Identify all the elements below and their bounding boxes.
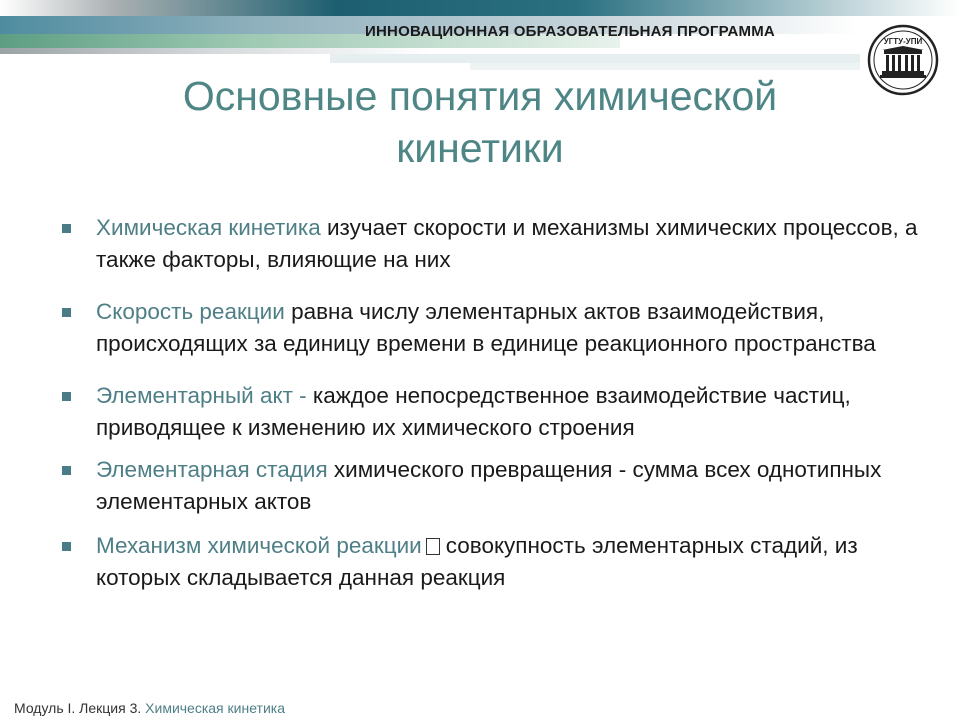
bullet-term: Элементарная стадия [96, 457, 328, 482]
bullet-item [62, 454, 922, 518]
bullet-term: Скорость реакции [96, 299, 285, 324]
square-bullet-icon [62, 308, 71, 317]
slide-title [60, 70, 900, 174]
footer-course: Химическая кинетика [145, 700, 285, 716]
bullet-item [62, 212, 922, 276]
square-bullet-icon [62, 224, 71, 233]
title-line-2: кинетики [396, 125, 564, 171]
bullet-item [62, 380, 922, 444]
logo-text: УГТУ-УПИ [883, 37, 923, 46]
bullet-text: совокупность элементарных стадий, из которых складывается данная реакция [96, 533, 858, 590]
bullet-term: Механизм химической реакции [96, 533, 422, 558]
bullet-text: химического превращения - сумма всех однотипных элементарных актов [96, 457, 882, 514]
program-label: ИННОВАЦИОННАЯ ОБРАЗОВАТЕЛЬНАЯ ПРОГРАММА [365, 23, 775, 40]
bullet-text: изучает скорости и механизмы химических процессов, а также факторы, влияющие на них [96, 215, 918, 272]
square-bullet-icon [62, 466, 71, 475]
missing-glyph-icon [426, 538, 440, 555]
bullet-item [62, 530, 922, 594]
bullet-term: Химическая кинетика [96, 215, 321, 240]
footer-module: Модуль I. Лекция 3. [14, 700, 142, 716]
bullet-text: каждое непосредственное взаимодействие частиц, приводящее к изменению их химического строения [96, 383, 851, 440]
bullet-text: равна числу элементарных актов взаимодействия, происходящих за единицу времени в единице реакционного пространства [96, 299, 876, 356]
square-bullet-icon [62, 542, 71, 551]
bullet-term: Элементарный акт - [96, 383, 307, 408]
square-bullet-icon [62, 392, 71, 401]
title-line-1: Основные понятия химической [182, 73, 778, 119]
footer [14, 700, 285, 716]
bullet-list [62, 212, 922, 594]
bullet-item [62, 296, 922, 360]
